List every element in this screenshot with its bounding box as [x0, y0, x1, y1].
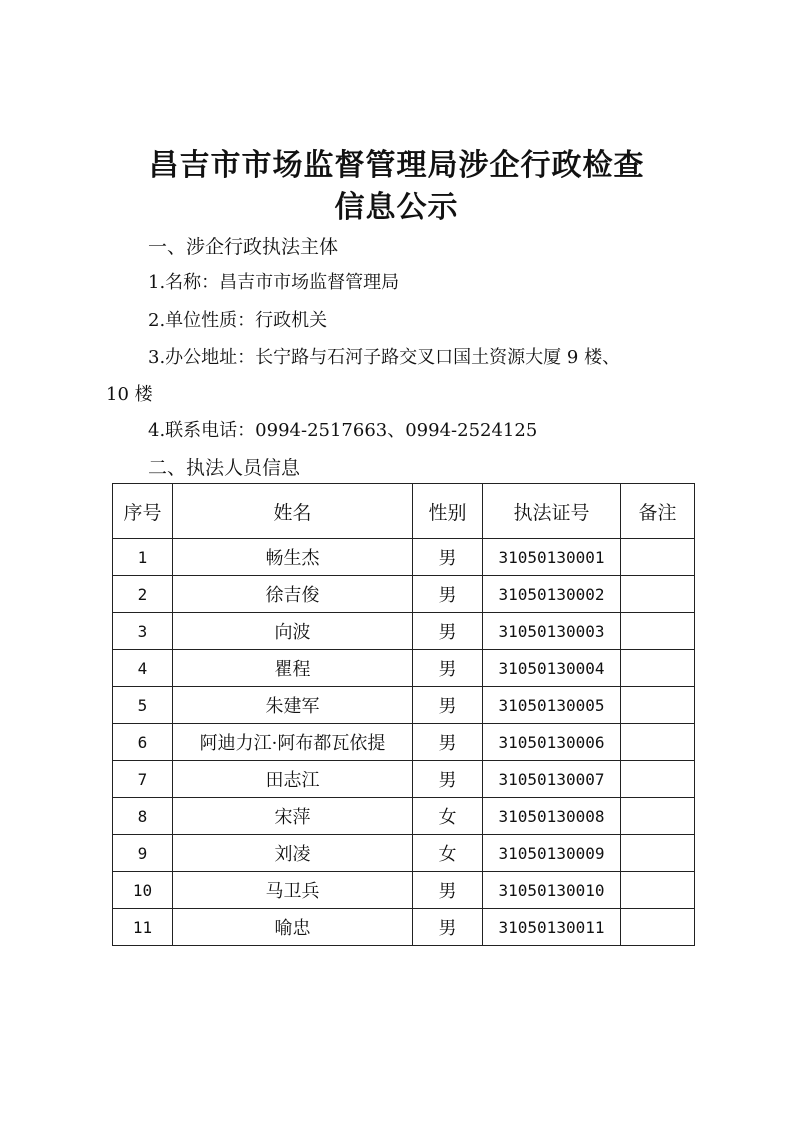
- cell-name: 喻忠: [173, 909, 413, 946]
- cell-sex: 男: [413, 872, 483, 909]
- table-row: [113, 576, 695, 613]
- cell-seq: 9: [113, 835, 173, 872]
- cell-sex: 男: [413, 539, 483, 576]
- cell-sex: 女: [413, 798, 483, 835]
- cell-seq: 2: [113, 576, 173, 613]
- cell-name: 刘凌: [173, 835, 413, 872]
- section1-heading: 一、涉企行政执法主体: [148, 236, 339, 258]
- cell-cert: 31050130001: [483, 539, 621, 576]
- table-row: [113, 539, 695, 576]
- cell-name: 阿迪力江·阿布都瓦依提: [173, 724, 413, 761]
- cell-note: [621, 835, 695, 872]
- cell-seq: 7: [113, 761, 173, 798]
- cell-note: [621, 724, 695, 761]
- cell-note: [621, 613, 695, 650]
- document-title-line2: 信息公示: [334, 190, 459, 225]
- cell-cert: 31050130007: [483, 761, 621, 798]
- agency-phone: 4.联系电话：0994-2517663、0994-2524125: [148, 420, 538, 441]
- cell-sex: 男: [413, 613, 483, 650]
- table-row: [113, 724, 695, 761]
- cell-sex: 男: [413, 724, 483, 761]
- cell-seq: 6: [113, 724, 173, 761]
- header-seq: 序号: [113, 484, 173, 539]
- cell-cert: 31050130003: [483, 613, 621, 650]
- cell-name: 瞿程: [173, 650, 413, 687]
- cell-name: 朱建军: [173, 687, 413, 724]
- header-sex: 性别: [413, 484, 483, 539]
- cell-seq: 4: [113, 650, 173, 687]
- cell-sex: 男: [413, 909, 483, 946]
- table-row: [113, 650, 695, 687]
- cell-cert: 31050130005: [483, 687, 621, 724]
- cell-seq: 11: [113, 909, 173, 946]
- cell-seq: 5: [113, 687, 173, 724]
- cell-cert: 31050130010: [483, 872, 621, 909]
- cell-name: 向波: [173, 613, 413, 650]
- cell-name: 宋萍: [173, 798, 413, 835]
- cell-seq: 8: [113, 798, 173, 835]
- cell-name: 徐吉俊: [173, 576, 413, 613]
- cell-note: [621, 539, 695, 576]
- table-row: [113, 613, 695, 650]
- table-row: [113, 687, 695, 724]
- cell-note: [621, 798, 695, 835]
- cell-seq: 3: [113, 613, 173, 650]
- header-name: 姓名: [173, 484, 413, 539]
- cell-seq: 10: [113, 872, 173, 909]
- cell-note: [621, 761, 695, 798]
- agency-address-continued: 10 楼: [106, 384, 153, 405]
- table-row: [113, 909, 695, 946]
- cell-sex: 男: [413, 650, 483, 687]
- header-note: 备注: [621, 484, 695, 539]
- cell-cert: 31050130006: [483, 724, 621, 761]
- cell-seq: 1: [113, 539, 173, 576]
- cell-note: [621, 650, 695, 687]
- agency-name: 1.名称：昌吉市市场监督管理局: [148, 272, 400, 293]
- cell-sex: 男: [413, 687, 483, 724]
- cell-note: [621, 872, 695, 909]
- table-row: [113, 835, 695, 872]
- header-cert: 执法证号: [483, 484, 621, 539]
- agency-nature: 2.单位性质：行政机关: [148, 310, 328, 331]
- cell-cert: 31050130002: [483, 576, 621, 613]
- cell-note: [621, 576, 695, 613]
- document-title-line1: 昌吉市市场监督管理局涉企行政检查: [148, 148, 645, 183]
- cell-cert: 31050130011: [483, 909, 621, 946]
- cell-sex: 女: [413, 835, 483, 872]
- cell-sex: 男: [413, 576, 483, 613]
- agency-address: 3.办公地址：长宁路与石河子路交叉口国土资源大厦 9 楼、: [148, 347, 621, 368]
- cell-cert: 31050130004: [483, 650, 621, 687]
- personnel-table: [112, 483, 695, 946]
- cell-sex: 男: [413, 761, 483, 798]
- cell-note: [621, 687, 695, 724]
- cell-name: 马卫兵: [173, 872, 413, 909]
- table-header-row: [113, 484, 695, 539]
- cell-cert: 31050130008: [483, 798, 621, 835]
- table-row: [113, 761, 695, 798]
- cell-cert: 31050130009: [483, 835, 621, 872]
- section2-heading: 二、执法人员信息: [148, 457, 301, 479]
- cell-name: 畅生杰: [173, 539, 413, 576]
- table-row: [113, 872, 695, 909]
- table-row: [113, 798, 695, 835]
- cell-name: 田志江: [173, 761, 413, 798]
- cell-note: [621, 909, 695, 946]
